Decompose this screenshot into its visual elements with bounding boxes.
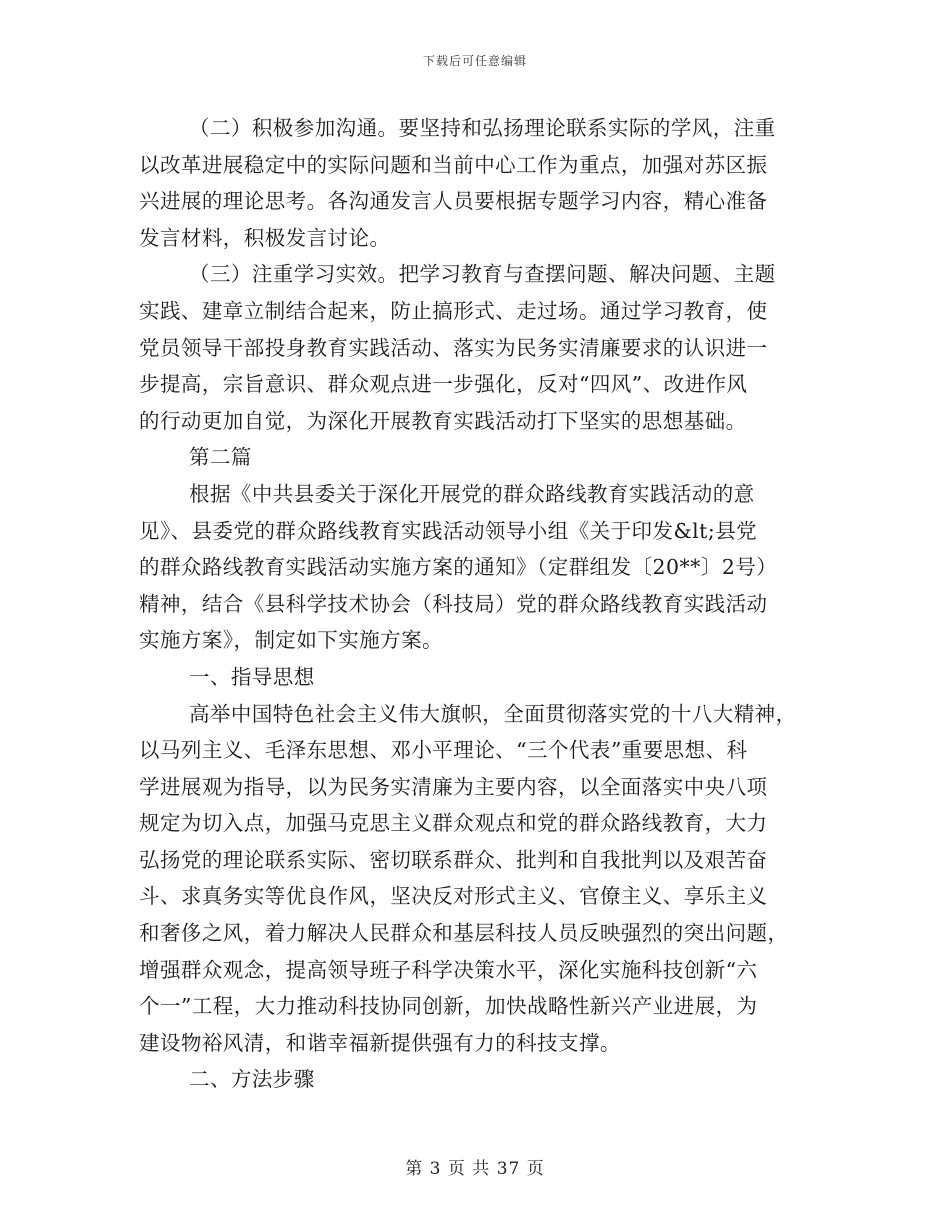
text-line: 的行动更加自觉，为深化开展教育实践活动打下坚实的思想基础。 — [139, 408, 747, 433]
text-line: 一、指导思想 — [189, 664, 315, 689]
text-line: 步提高，宗旨意识、群众观点进一步强化，反对“四风”、改进作风 — [139, 372, 748, 397]
text-line: 和奢侈之风，着力解决人民群众和基层科技人员反映强烈的突出问题， — [139, 921, 789, 946]
text-line: （三）注重学习实效。把学习教育与查摆问题、解决问题、主题 — [189, 262, 776, 287]
text-line: 增强群众观念，提高领导班子科学决策水平，深化实施科技创新“六 — [139, 957, 758, 982]
text-line: 党员领导干部投身教育实践活动、落实为民务实清廉要求的认识进一 — [139, 335, 768, 360]
text-line: 二、方法步骤 — [189, 1067, 315, 1092]
text-line: 根据《中共县委关于深化开展党的群众路线教育实践活动的意 — [189, 481, 755, 506]
text-line: 高举中国特色社会主义伟大旗帜，全面贯彻落实党的十八大精神， — [189, 701, 797, 726]
text-line: 实施方案》，制定如下实施方案。 — [139, 628, 443, 653]
text-line: 见》、县委党的群众路线教育实践活动领导小组《关于印发&lt;县党 — [139, 518, 758, 543]
document-body — [139, 110, 811, 1098]
text-line: 的群众路线教育实践活动实施方案的通知》（定群组发〔20**〕2号） — [139, 555, 778, 580]
page-header-note: 下载后可任意编辑 — [422, 54, 527, 68]
text-line: 以马列主义、毛泽东思想、邓小平理论、“三个代表”重要思想、科 — [139, 738, 748, 763]
text-line: 第二篇 — [189, 445, 252, 470]
text-line: 以改革进展稳定中的实际问题和当前中心工作为重点，加强对苏区振 — [139, 152, 768, 177]
page-number-footer: 第 3 页 共 37 页 — [405, 1159, 545, 1179]
text-line: 弘扬党的理论联系实际、密切联系群众、批判和自我批判以及艰苦奋 — [139, 847, 768, 872]
text-line: 规定为切入点，加强马克思主义群众观点和党的群众路线教育，大力 — [139, 811, 768, 836]
text-line: 兴进展的理论思考。各沟通发言人员要根据专题学习内容，精心准备 — [139, 189, 768, 214]
text-line: 斗、求真务实等优良作风，坚决反对形式主义、官僚主义、享乐主义 — [139, 884, 768, 909]
text-line: 个一”工程，大力推动科技协同创新，加快战略性新兴产业进展，为 — [139, 994, 758, 1019]
text-line: 精神，结合《县科学技术协会（科技局）党的群众路线教育实践活动 — [139, 591, 768, 616]
text-line: （二）积极参加沟通。要坚持和弘扬理论联系实际的学风，注重 — [189, 116, 776, 140]
text-line: 建设物裕风清，和谐幸福新提供强有力的科技支撑。 — [139, 1030, 621, 1055]
text-line: 发言材料，积极发言讨论。 — [139, 225, 391, 250]
text-line: 学进展观为指导，以为民务实清廉为主要内容，以全面落实中央八项 — [139, 774, 768, 799]
text-line: 实践、建章立制结合起来，防止搞形式、走过场。通过学习教育，使 — [139, 298, 768, 323]
